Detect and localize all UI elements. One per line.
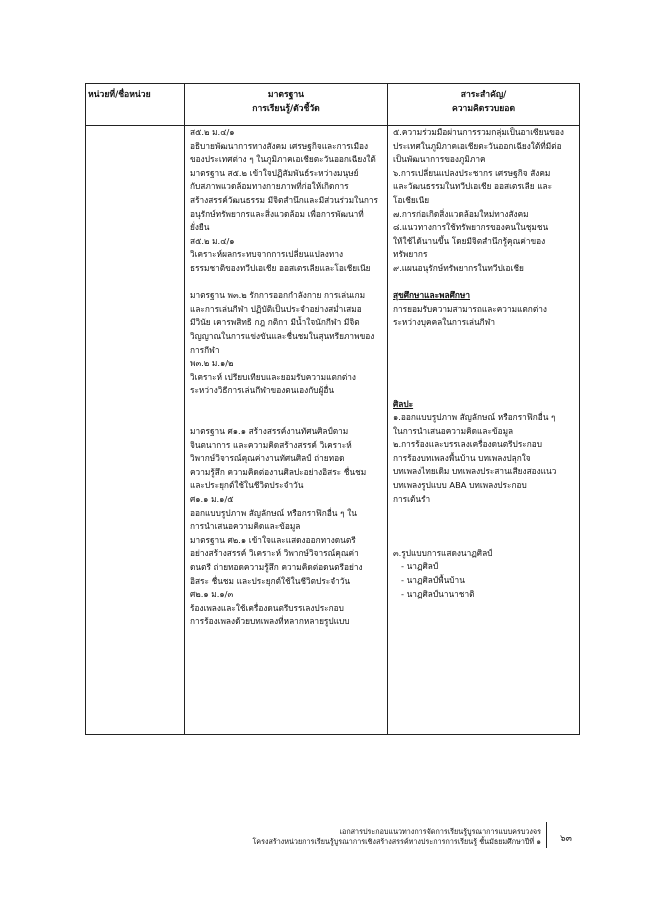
header-standard-line1: มาตรฐาน [267,90,305,100]
standard-line: และประยุกต์ใช้ในชีวิตประจำวัน [190,480,304,491]
standard-line: ส๕.๒ ม.๔/๑ [190,235,235,246]
standard-line: กับสภาพแวดล้อมทางกายภาพที่ก่อให้เกิดการ [190,181,349,192]
core-concept-line: ๙.แผนอนุรักษ์ทรัพยากรในทวีปเอเชีย [393,262,524,273]
standard-line: ส๕.๒ ม.๔/๑ [190,127,235,137]
arts-heading: ศิลปะ [393,398,414,409]
standard-line: อธิบายพัฒนาการทางสังคม เศรษฐกิจและการเมือง [190,140,369,151]
standard-line: อนุรักษ์ทรัพยากรและสิ่งแวดล้อม เพื่อการพัฒนาที่ [190,208,364,219]
standard-line: วิพากษ์วิจารณ์คุณค่างานทัศนศิลป์ ถ่ายทอด [190,453,345,464]
standard-line: ร้องเพลงและใช้เครื่องดนตรีบรรเลงประกอบ [190,602,344,613]
spacer [393,384,575,398]
core-pe-block [393,303,575,330]
table-body-row [86,126,580,735]
header-core-concept [388,84,580,126]
core-concept-line: เป็นพัฒนาการของภูมิภาค [393,154,486,165]
standard-line: ของประเทศต่าง ๆ ในภูมิภาคเอเชียตะวันออกเฉียงใต้ [190,154,376,165]
core-concept-line: ๕.ความร่วมมือผ่านการรวมกลุ่มเป็นอาเซียนของ [393,127,564,137]
curriculum-table [85,83,580,735]
standard-line: พ๓.๒ ม.๑/๒ [190,358,234,369]
spacer [393,276,575,290]
standards-list [185,126,387,629]
standard-line: การนำเสนอความคิดและข้อมูล [190,521,301,532]
standard-line [190,411,383,425]
page-number: ๖๓ [560,834,572,844]
core-dance-title: ๓.รูปแบบการแสดงนาฏศิลป์ [393,547,493,558]
table-header-row [86,84,580,126]
core-concept-cell [388,126,580,735]
standard-line: ธรรมชาติของทวีปเอเชีย ออสเตรเลียและโอเชียเนีย [190,262,371,273]
standard-line: วิเคราะห์ผลกระทบจากการเปลี่ยนแปลงทาง [190,249,344,260]
header-standard-line2: การเรียนรู้/ตัวชี้วัด [252,104,320,114]
header-unit-label: หน่วยที่/ชื่อหน่วย [88,90,151,100]
standard-line: การร้องเพลงด้วยบทเพลงที่หลากหลายรูปแบบ [190,616,350,627]
footer-line1: เอกสารประกอบแนวทางการจัดการเรียนรู้บูรณาการแบบครบวงจร [339,827,541,836]
spacer [393,330,575,357]
footer-line2: โครงสร้างหน่วยการเรียนรู้บูรณาการเชิงสร้างสรรค์ทางประการการเรียนรู้ ชั้นมัธยมศึกษาปีที่ ๑ [252,837,541,846]
standard-line: สร้างสรรค์วัฒนธรรม มีจิตสำนึกและมีส่วนร่วมในการ [190,194,379,205]
standard-line: มีวินัย เคารพสิทธิ กฎ กติกา มีน้ำใจนักกีฬา มีจิต [190,317,360,328]
core-arts-block [393,411,575,506]
standard-line: ระหว่างวิธีการเล่นกีฬาของตนเองกับผู้อื่น [190,385,335,396]
core-concept-line: และวัฒนธรรมในทวีปเอเชีย ออสเตรเลีย และ [393,181,553,192]
core-concept-line: ประเทศในภูมิภาคเอเชียตะวันออกเฉียงใต้ที่มีต่อ [393,140,562,151]
standard-line: และการเล่นกีฬา ปฏิบัติเป็นประจำอย่างสม่ำเสมอ [190,303,362,314]
standards-cell [185,126,388,735]
core-concept-line: บทเพลงไทยเดิม บทเพลงประสานเสียงสองแนว [393,466,557,477]
core-concept-line: ทรัพยากร [393,249,428,260]
core-concept-line: ๑.ออกแบบรูปภาพ สัญลักษณ์ หรือกราฟิกอื่น ๆ [393,412,556,423]
core-concept-line: โอเชียเนีย [393,194,430,205]
standard-line: มาตรฐาน พ๓.๒ รักการออกกำลังกาย การเล่นเกม [190,290,366,301]
dance-item: - นาฏศิลป์พื้นบ้าน [401,575,465,586]
standard-line: วิญญาณในการแข่งขันและชื่นชมในสุนทรียภาพของ [190,330,375,341]
standard-line: ความรู้สึก ความคิดต่องานศิลปะอย่างอิสระ ชื่นชม [190,466,367,477]
core-concept-line: ๘.แนวทางการใช้ทรัพยากรของคนในชุมชน [393,222,549,233]
core-concept-list [388,126,579,601]
core-concept-line: ๗.การก่อเกิดสิ่งแวดล้อมใหม่ทางสังคม [393,208,529,219]
core-concept-line: ๒.การร้องและบรรเลงเครื่องดนตรีประกอบ [393,439,543,450]
spacer [393,533,575,547]
standard-line: จินตนาการ และความคิดสร้างสรรค์ วิเคราะห์ [190,439,352,450]
standard-line: ยั่งยืน [190,222,210,233]
core-concept-line: บทเพลงรูปแบบ ABA บทเพลงประกอบ [393,480,527,491]
footer-divider [546,822,547,848]
standard-line: ศ๒.๑ ม.๑/๓ [190,589,234,600]
standard-line: การกีฬา [190,344,220,355]
dance-item: - นาฏศิลป์นานาชาติ [401,588,475,599]
spacer [393,506,575,533]
core-concept-line: ให้ใช้ได้นานขึ้น โดยมีจิตสำนึกรู้คุณค่าของ [393,235,546,246]
core-dance-block [393,560,575,601]
header-unit [86,84,185,126]
core-concept-line: การเต้นรำ [393,493,431,504]
standard-line [190,398,383,412]
standard-line: มาตรฐาน ส๕.๒ เข้าใจปฏิสัมพันธ์ระหว่างมนุษย์ [190,167,359,178]
core-concept-line: ๖.การเปลี่ยนแปลงประชากร เศรษฐกิจ สังคม [393,167,551,178]
pe-heading: สุขศึกษาและพลศึกษา [393,290,471,301]
standard-line: ดนตรี ถ่ายทอดความรู้สึก ความคิดต่อดนตรีอย่าง [190,562,363,572]
standard-line: วิเคราะห์ เปรียบเทียบและยอมรับความแตกต่าง [190,371,356,382]
header-standard [185,84,388,126]
standard-line: มาตรฐาน ศ๑.๑ สร้างสรรค์งานทัศนศิลป์ตาม [190,426,349,437]
unit-cell [86,126,185,735]
core-concept-line: ระหว่างบุคคลในการเล่นกีฬา [393,317,496,328]
standard-line: มาตรฐาน ศ๒.๑ เข้าใจและแสดงออกทางดนตรี [190,534,356,545]
standard-line: ออกแบบรูปภาพ สัญลักษณ์ หรือกราฟิกอื่น ๆ ใน [190,507,357,518]
standard-line: อิสระ ชื่นชม และประยุกต์ใช้ในชีวิตประจำวัน [190,575,351,586]
dance-item: - นาฏศิลป์ [401,561,439,572]
core-concept-line: ในการนำเสนอความคิดและข้อมูล [393,425,514,436]
standard-line [190,276,383,290]
core-concept-line: การร้องบทเพลงพื้นบ้าน บทเพลงปลุกใจ [393,452,531,463]
header-core-line2: ความคิดรวบยอด [451,104,516,114]
core-concept-line: การยอมรับความสามารถและความแตกต่าง [393,303,547,314]
standard-line: ศ๑.๑ ม.๑/๕ [190,494,234,505]
standard-line: อย่างสร้างสรรค์ วิเคราะห์ วิพากษ์วิจารณ์คุณค่า [190,548,359,559]
core-social-block [393,126,575,276]
header-core-line1: สาระสำคัญ/ [460,90,507,100]
footer [252,827,541,847]
spacer [393,357,575,384]
